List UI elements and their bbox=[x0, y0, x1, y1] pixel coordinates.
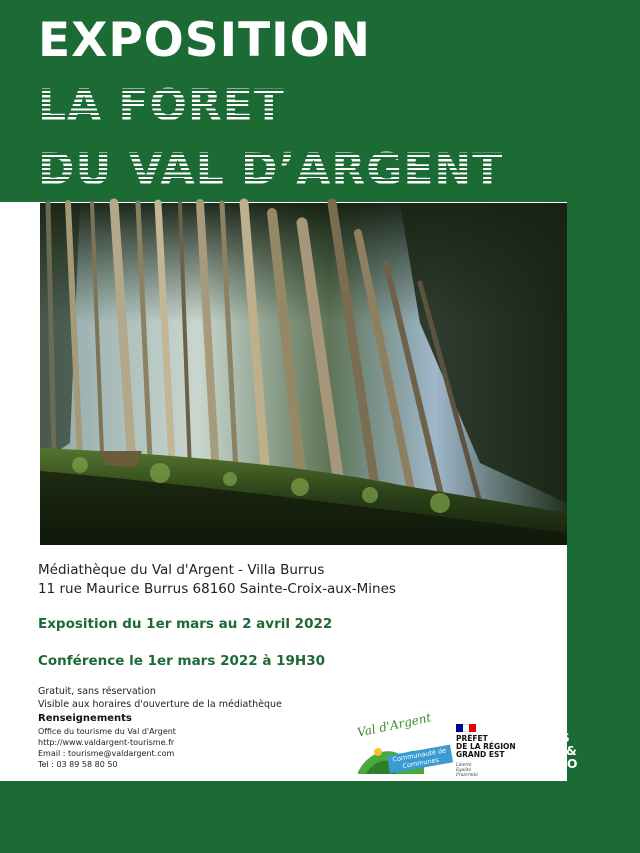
motto-egalite: Égalité bbox=[456, 767, 472, 772]
vpah-line5: OIRE bbox=[520, 769, 554, 784]
valdargent-logo bbox=[348, 710, 448, 780]
prefet-line1: PRÉFET bbox=[456, 734, 488, 743]
info-free: Gratuit, sans réservation bbox=[38, 686, 156, 697]
contact-heading: Renseignements bbox=[38, 713, 132, 724]
title-du-val-dargent: DU VAL D’ARGENT bbox=[38, 144, 504, 195]
valdargent-script: Val d'Argent bbox=[356, 710, 433, 740]
right-band bbox=[567, 0, 640, 853]
motto-liberte: Liberté bbox=[456, 762, 472, 767]
vpah-line3: D'ART & bbox=[520, 743, 577, 758]
prefet-line2: DE LA RÉGION bbox=[456, 742, 516, 751]
contact-website[interactable]: http://www.valdargent-tourisme.fr bbox=[38, 738, 175, 747]
exposition-dates: Exposition du 1er mars au 2 avril 2022 bbox=[38, 616, 333, 632]
title-la-foret: LA FORET bbox=[38, 80, 285, 131]
prefet-line3: GRAND EST bbox=[456, 750, 505, 759]
villes-pays-art-histoire-logo bbox=[518, 717, 578, 784]
contact-phone: Tel : 03 89 58 80 50 bbox=[38, 760, 118, 769]
vpah-line1: VILLES bbox=[520, 717, 568, 732]
info-hours: Visible aux horaires d'ouverture de la médiathèque bbox=[38, 699, 282, 710]
forest-photo bbox=[40, 203, 567, 545]
conference-date: Conférence le 1er mars 2022 à 19H30 bbox=[38, 653, 326, 669]
vpah-line4: D'HISTO bbox=[520, 756, 578, 771]
venue-address: 11 rue Maurice Burrus 68160 Sainte-Croix-aux-Mines bbox=[38, 581, 396, 597]
contact-email[interactable]: Email : tourisme@valdargent.com bbox=[38, 749, 175, 758]
motto-fraternite: Fraternité bbox=[456, 772, 478, 777]
venue-name: Médiathèque du Val d'Argent - Villa Burrus bbox=[38, 562, 325, 578]
bottom-band bbox=[0, 781, 640, 853]
title-exposition: EXPOSITION bbox=[38, 13, 371, 68]
valdargent-badge: Communauté de Communes bbox=[387, 745, 453, 774]
prefet-logo bbox=[456, 722, 518, 778]
french-flag-icon bbox=[456, 724, 476, 732]
vpah-line2: & PAYS bbox=[520, 730, 570, 745]
contact-office: Office du tourisme du Val d'Argent bbox=[38, 727, 176, 736]
